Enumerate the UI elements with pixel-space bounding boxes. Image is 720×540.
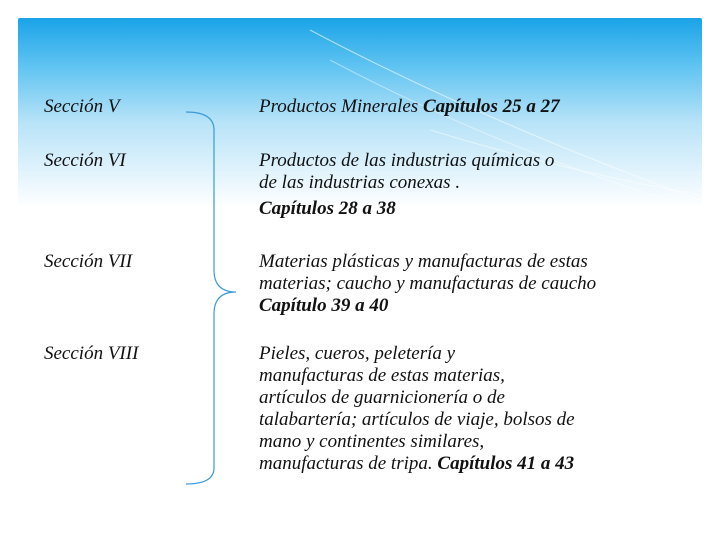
description-line — [259, 96, 679, 118]
section-label: Sección VII — [44, 251, 133, 272]
description-line: Materias plásticas y manufacturas de estas — [259, 251, 588, 272]
description-line: Productos de las industrias químicas o — [259, 150, 555, 171]
description-text: Productos Minerales — [259, 96, 423, 117]
chapters-range: Capítulo 39 a 40 — [259, 295, 389, 316]
section-label: Sección VI — [44, 150, 126, 171]
description-line: materias; caucho y manufacturas de caucho — [259, 273, 597, 294]
description-text: manufacturas de tripa. — [259, 453, 438, 474]
description-line: artículos de guarnicionería o de — [259, 387, 505, 408]
description-line: talabartería; artículos de viaje, bolsos de — [259, 409, 575, 430]
section-description — [259, 343, 679, 475]
description-line: de las industrias conexas . — [259, 172, 461, 193]
section-description — [259, 96, 679, 118]
section-label: Sección VIII — [44, 343, 139, 364]
description-line: mano y continentes similares, — [259, 431, 485, 452]
section-label: Sección V — [44, 96, 120, 117]
chapters-range: Capítulos 25 a 27 — [422, 96, 560, 117]
bracket-shape — [186, 112, 236, 484]
section-description — [259, 251, 679, 317]
chapters-range: Capítulos 28 a 38 — [259, 198, 396, 219]
description-line: Pieles, cueros, peletería y — [259, 343, 456, 364]
section-description — [259, 150, 679, 220]
chapters-range: Capítulos 41 a 43 — [437, 453, 575, 474]
description-line: manufacturas de estas materias, — [259, 365, 505, 386]
description-line — [259, 453, 679, 475]
